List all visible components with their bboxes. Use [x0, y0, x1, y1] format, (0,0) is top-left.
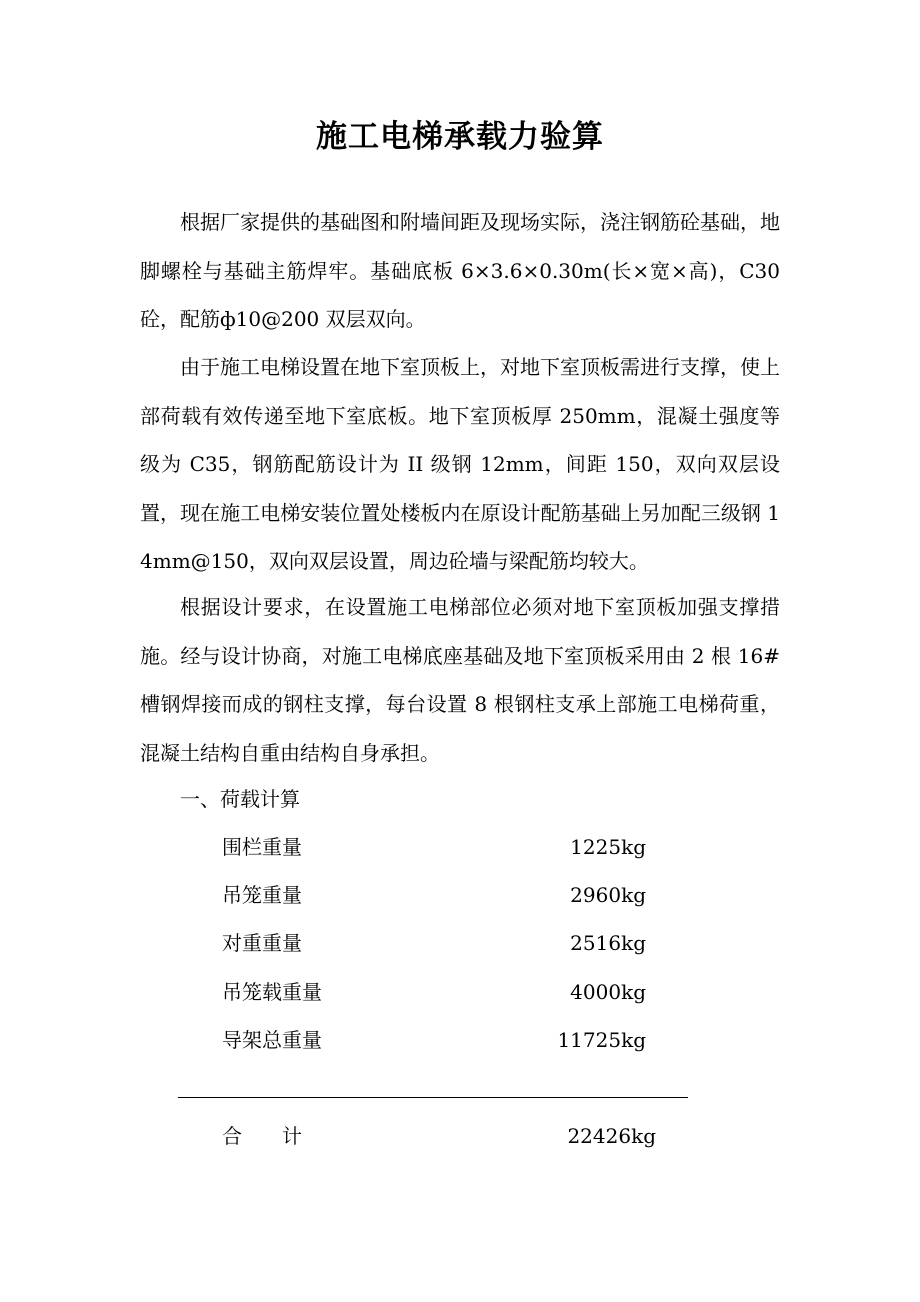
- load-row: [222, 823, 646, 871]
- total-row: [222, 1112, 656, 1160]
- paragraph-foundation: 根据厂家提供的基础图和附墙间距及现场实际，浇注钢筋砼基础，地脚螺栓与基础主筋焊牢。基础底板 6×3.6×0.30m(长×宽×高)，C30 砼，配筋ф10@200 双层双向。: [140, 210, 780, 331]
- load-label: 导架总重量: [222, 1028, 322, 1052]
- load-value: 1225kg: [570, 835, 646, 859]
- paragraph-basement-slab: 由于施工电梯设置在地下室顶板上，对地下室顶板需进行支撑，使上部荷载有效传递至地下室底板。地下室顶板厚 250mm，混凝土强度等级为 C35，钢筋配筋设计为 II 级钢 12mm，间距 150，双向双层设置，现在施工电梯安装位置处楼板内在原设计配筋基础上另加配三级钢 14mm@150，双向双层设置，周边砼墙与梁配筋均较大。: [140, 355, 780, 573]
- load-label: 对重重量: [222, 931, 302, 955]
- load-row: [222, 871, 646, 919]
- load-row: [222, 1016, 646, 1064]
- document-title: 施工电梯承载力验算: [316, 119, 604, 155]
- load-label: 围栏重量: [222, 835, 302, 859]
- paragraph-support-measures: 根据设计要求，在设置施工电梯部位必须对地下室顶板加强支撑措施。经与设计协商，对施工电梯底座基础及地下室顶板采用由 2 根 16#槽钢焊接而成的钢柱支撑，每台设置 8 根钢柱支承上部施工电梯荷重，混凝土结构自重由结构自身承担。: [140, 595, 780, 765]
- total-label: 合 计: [222, 1124, 302, 1148]
- total-divider-line: [178, 1097, 688, 1098]
- load-label: 吊笼重量: [222, 883, 302, 907]
- load-row: [222, 919, 646, 967]
- load-label: 吊笼载重量: [222, 980, 322, 1004]
- load-value: 4000kg: [570, 980, 646, 1004]
- load-value: 2516kg: [570, 931, 646, 955]
- total-value: 22426kg: [567, 1124, 656, 1148]
- section-heading-load-calculation: 一、荷载计算: [180, 787, 300, 811]
- load-value: 11725kg: [557, 1028, 646, 1052]
- load-value: 2960kg: [570, 883, 646, 907]
- load-row: [222, 968, 646, 1016]
